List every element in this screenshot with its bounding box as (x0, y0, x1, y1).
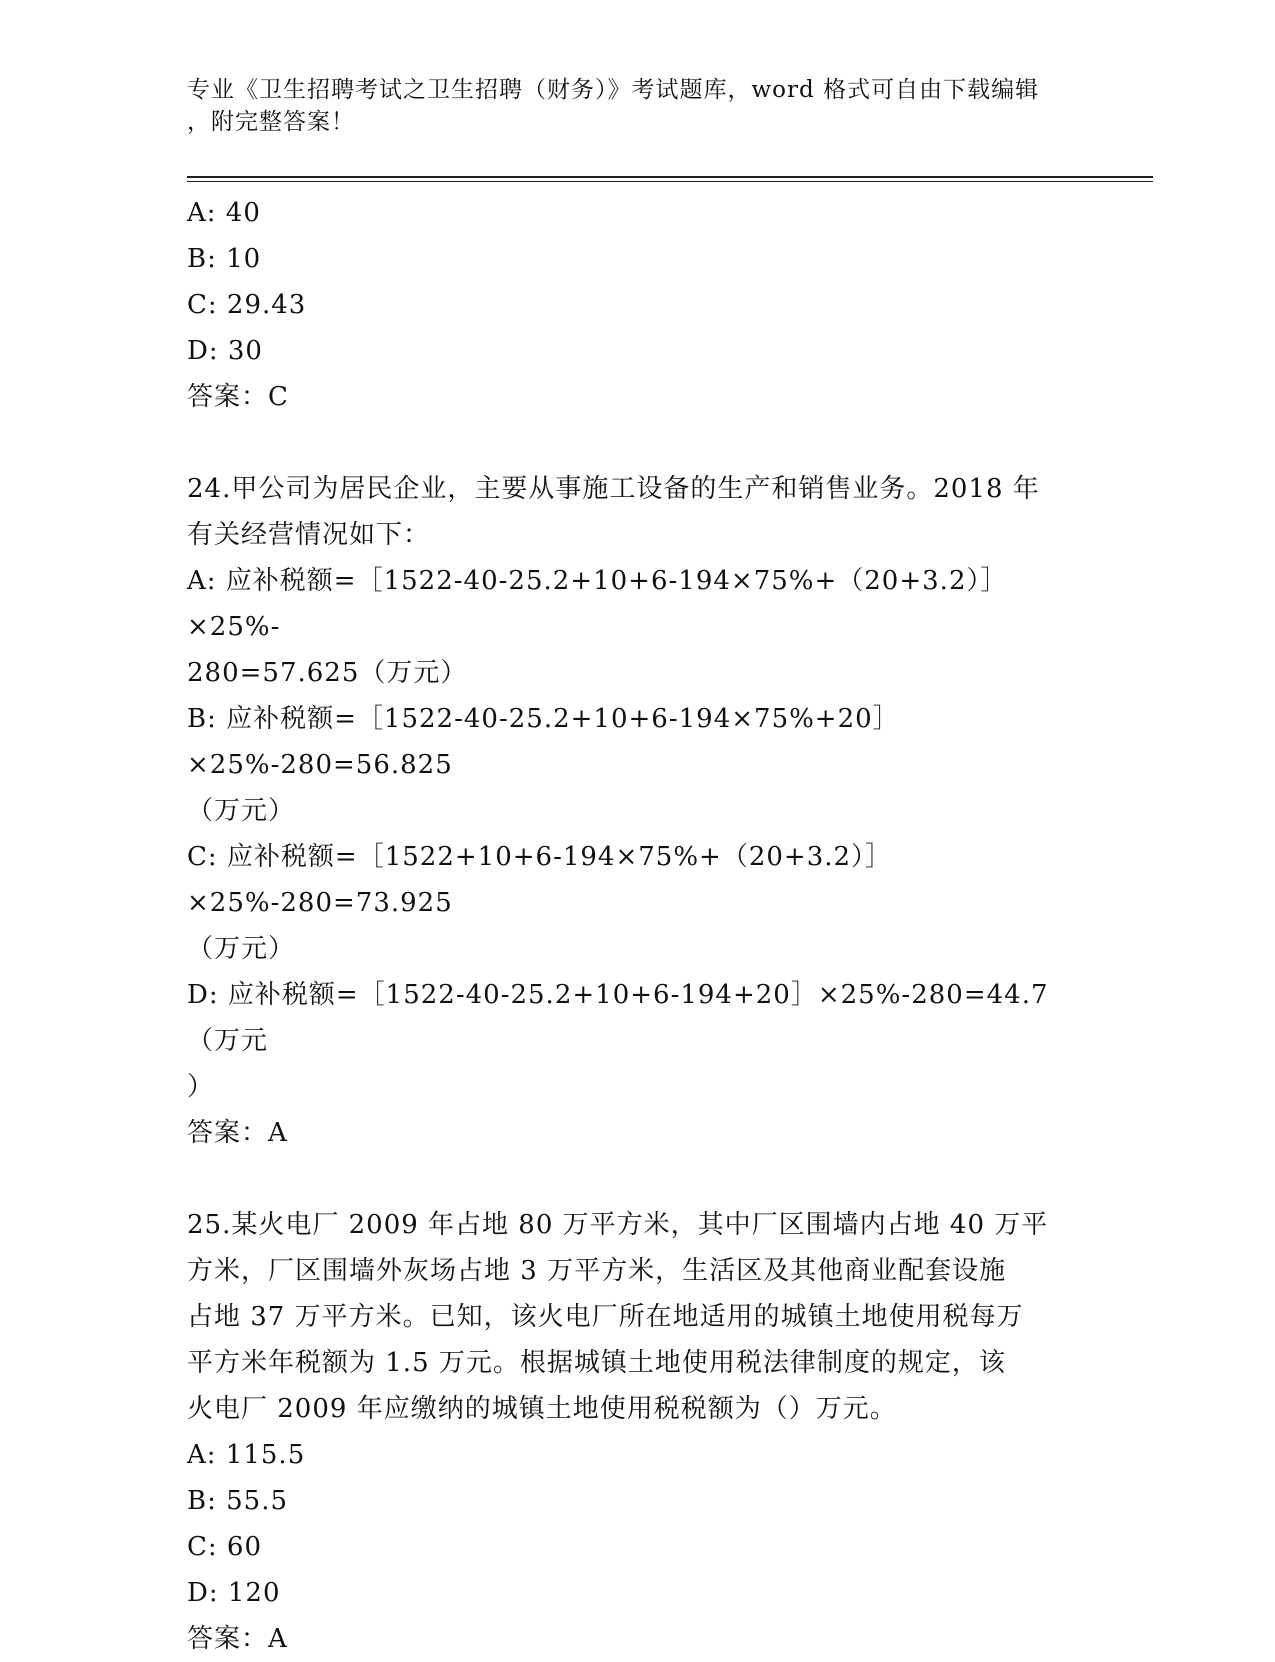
q25-option-a: A: 115.5 (187, 1440, 306, 1470)
q25-stem-line-1: 25.某火电厂 2009 年占地 80 万平方米，其中厂区围墙内占地 40 万平 (187, 1210, 1049, 1240)
q25-stem-line-3: 占地 37 万平方米。已知，该火电厂所在地适用的城镇土地使用税每万 (187, 1302, 1024, 1332)
q23-option-a: A: 40 (187, 198, 261, 228)
q24-option-d-line-2: ） (187, 1072, 215, 1102)
q24-option-b-line-2: （万元） (187, 796, 296, 826)
question-23 (187, 190, 1087, 420)
q25-option-d: D: 120 (187, 1578, 281, 1608)
q24-option-c (187, 834, 1087, 972)
document-header (187, 74, 1087, 138)
header-divider-thin (187, 181, 1153, 182)
question-content (187, 190, 1087, 1662)
q23-answer: 答案：C (187, 382, 289, 412)
header-divider-thick (187, 176, 1153, 178)
q24-option-a (187, 558, 1087, 696)
q24-option-b-line-1: B: 应补税额=［1522-40-25.2+10+6-194×75%+20］×25%-280=56.825 (187, 704, 900, 780)
q25-stem-line-5: 火电厂 2009 年应缴纳的城镇土地使用税税额为（）万元。 (187, 1394, 897, 1424)
q24-stem-line-1: 24.甲公司为居民企业，主要从事施工设备的生产和销售业务。2018 年 (187, 474, 1040, 504)
header-line-2: ，附完整答案！ (187, 109, 355, 135)
q23-option-d: D: 30 (187, 336, 263, 366)
q24-answer: 答案：A (187, 1118, 288, 1148)
q24-option-a-line-1: A: 应补税额=［1522-40-25.2+10+6-194×75%+（20+3.2）］×25%- (187, 566, 1008, 642)
q24-option-c-line-2: （万元） (187, 934, 296, 964)
q24-option-b (187, 696, 1087, 834)
q24-option-d (187, 972, 1087, 1110)
q23-option-b: B: 10 (187, 244, 262, 274)
header-line-1: 专业《卫生招聘考试之卫生招聘（财务）》考试题库，word 格式可自由下载编辑 (187, 77, 1040, 103)
q24-option-a-line-2: 280=57.625（万元） (187, 658, 468, 688)
q24-option-d-line-1: D: 应补税额=［1522-40-25.2+10+6-194+20］×25%-280=44.7（万元 (187, 980, 1049, 1056)
spacer (187, 420, 1087, 466)
q25-option-c: C: 60 (187, 1532, 263, 1562)
q25-stem-line-2: 方米，厂区围墙外灰场占地 3 万平方米，生活区及其他商业配套设施 (187, 1256, 1007, 1286)
q23-option-c: C: 29.43 (187, 290, 307, 320)
q24-stem-line-2: 有关经营情况如下： (187, 520, 431, 550)
q25-stem-line-4: 平方米年税额为 1.5 万元。根据城镇土地使用税法律制度的规定，该 (187, 1348, 1006, 1378)
question-24 (187, 466, 1087, 1156)
spacer (187, 1156, 1087, 1202)
q25-option-b: B: 55.5 (187, 1486, 289, 1516)
question-25 (187, 1202, 1087, 1662)
q24-option-c-line-1: C: 应补税额=［1522+10+6-194×75%+（20+3.2）］×25%-280=73.925 (187, 842, 893, 918)
q25-answer: 答案：A (187, 1624, 288, 1654)
